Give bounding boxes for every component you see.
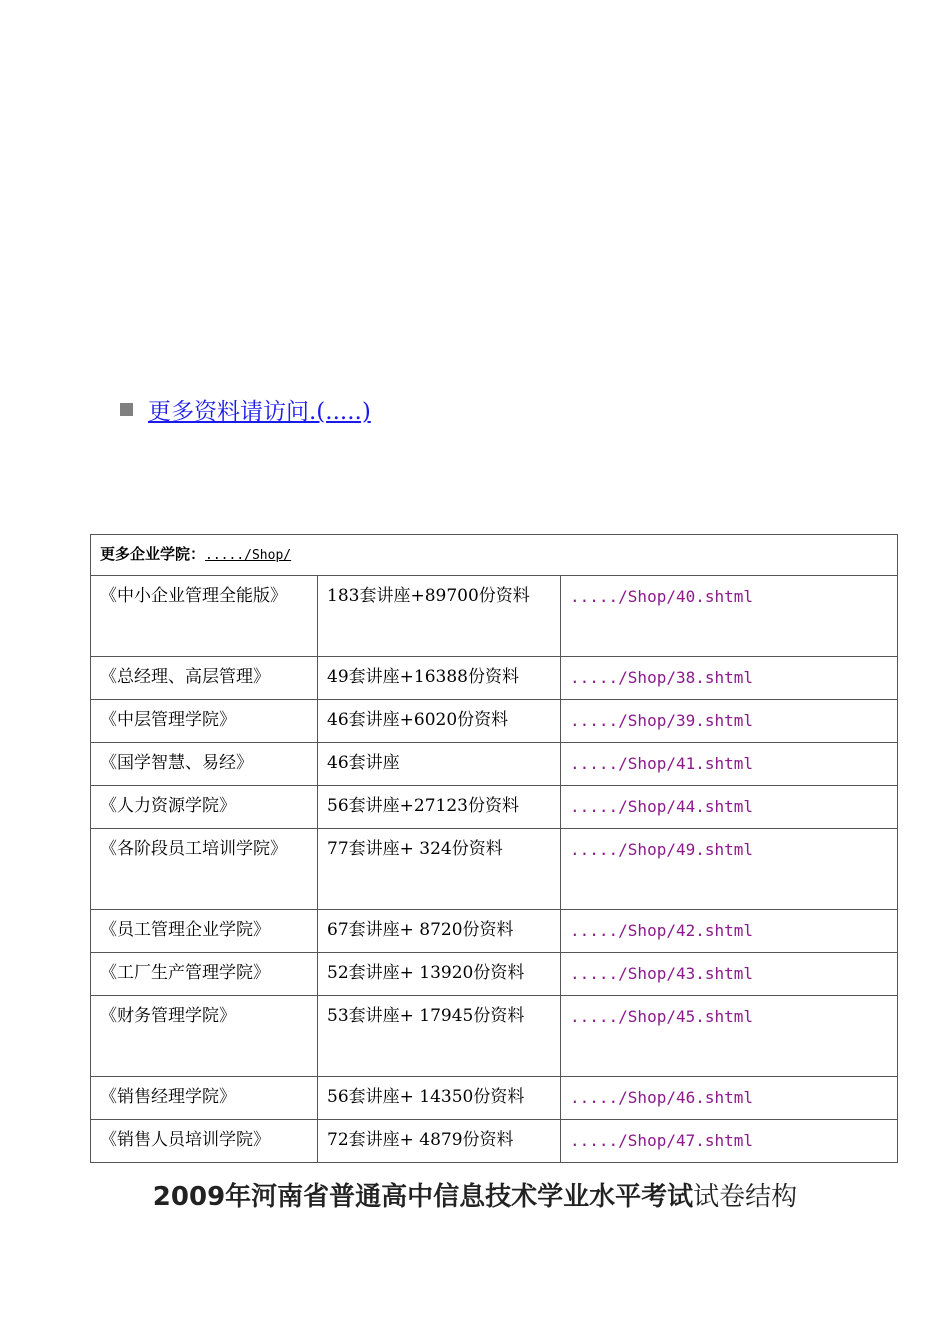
table-row — [91, 786, 898, 829]
course-url-link[interactable]: ...../Shop/39.shtml — [570, 711, 754, 730]
table-row — [91, 953, 898, 996]
course-url-link[interactable]: ...../Shop/45.shtml — [570, 1007, 754, 1026]
course-content: 183套讲座+89700份资料 — [318, 576, 561, 657]
course-url-cell — [561, 953, 898, 996]
course-url-cell — [561, 786, 898, 829]
course-url-cell — [561, 657, 898, 700]
course-url-cell — [561, 910, 898, 953]
course-name: 《总经理、高层管理》 — [91, 657, 318, 700]
course-content: 46套讲座+6020份资料 — [318, 700, 561, 743]
course-content: 77套讲座+ 324份资料 — [318, 829, 561, 910]
document-title-tail: 试卷结构 — [693, 1182, 798, 1212]
course-content: 67套讲座+ 8720份资料 — [318, 910, 561, 953]
course-url-cell — [561, 743, 898, 786]
course-name: 《工厂生产管理学院》 — [91, 953, 318, 996]
table-row — [91, 996, 898, 1077]
document-title — [0, 1176, 950, 1213]
course-url-cell — [561, 1077, 898, 1120]
course-name: 《财务管理学院》 — [91, 996, 318, 1077]
course-name: 《人力资源学院》 — [91, 786, 318, 829]
course-name: 《各阶段员工培训学院》 — [91, 829, 318, 910]
table-row — [91, 700, 898, 743]
course-url-cell — [561, 829, 898, 910]
course-name: 《销售人员培训学院》 — [91, 1120, 318, 1163]
course-content: 49套讲座+16388份资料 — [318, 657, 561, 700]
table-row — [91, 657, 898, 700]
course-name: 《员工管理企业学院》 — [91, 910, 318, 953]
header-url-link[interactable]: ...../Shop/ — [205, 548, 292, 563]
more-resources-link[interactable]: 更多资料请访问.(.....) — [148, 399, 371, 425]
course-url-cell — [561, 576, 898, 657]
course-url-cell — [561, 700, 898, 743]
square-bullet-icon — [120, 403, 133, 416]
table-row — [91, 910, 898, 953]
table-header-cell — [91, 535, 898, 576]
course-content: 56套讲座+27123份资料 — [318, 786, 561, 829]
table-row — [91, 743, 898, 786]
course-url-link[interactable]: ...../Shop/43.shtml — [570, 964, 754, 983]
course-content: 53套讲座+ 17945份资料 — [318, 996, 561, 1077]
course-name: 《国学智慧、易经》 — [91, 743, 318, 786]
course-url-cell — [561, 1120, 898, 1163]
course-content: 46套讲座 — [318, 743, 561, 786]
course-content: 52套讲座+ 13920份资料 — [318, 953, 561, 996]
header-label: 更多企业学院： — [100, 545, 206, 563]
course-name: 《中层管理学院》 — [91, 700, 318, 743]
table-row — [91, 1077, 898, 1120]
table-header-row — [91, 535, 898, 576]
course-url-link[interactable]: ...../Shop/46.shtml — [570, 1088, 754, 1107]
shop-table — [90, 534, 898, 1163]
more-resources-row — [120, 393, 371, 426]
course-content: 56套讲座+ 14350份资料 — [318, 1077, 561, 1120]
course-url-link[interactable]: ...../Shop/40.shtml — [570, 587, 754, 606]
document-title-main: 2009年河南省普通高中信息技术学业水平考试 — [152, 1182, 694, 1212]
course-url-cell — [561, 996, 898, 1077]
course-name: 《销售经理学院》 — [91, 1077, 318, 1120]
course-url-link[interactable]: ...../Shop/49.shtml — [570, 840, 754, 859]
table-row — [91, 1120, 898, 1163]
course-url-link[interactable]: ...../Shop/47.shtml — [570, 1131, 754, 1150]
table-row — [91, 829, 898, 910]
course-url-link[interactable]: ...../Shop/44.shtml — [570, 797, 754, 816]
course-name: 《中小企业管理全能版》 — [91, 576, 318, 657]
course-url-link[interactable]: ...../Shop/41.shtml — [570, 754, 754, 773]
table-row — [91, 576, 898, 657]
course-content: 72套讲座+ 4879份资料 — [318, 1120, 561, 1163]
course-url-link[interactable]: ...../Shop/42.shtml — [570, 921, 754, 940]
course-url-link[interactable]: ...../Shop/38.shtml — [570, 668, 754, 687]
